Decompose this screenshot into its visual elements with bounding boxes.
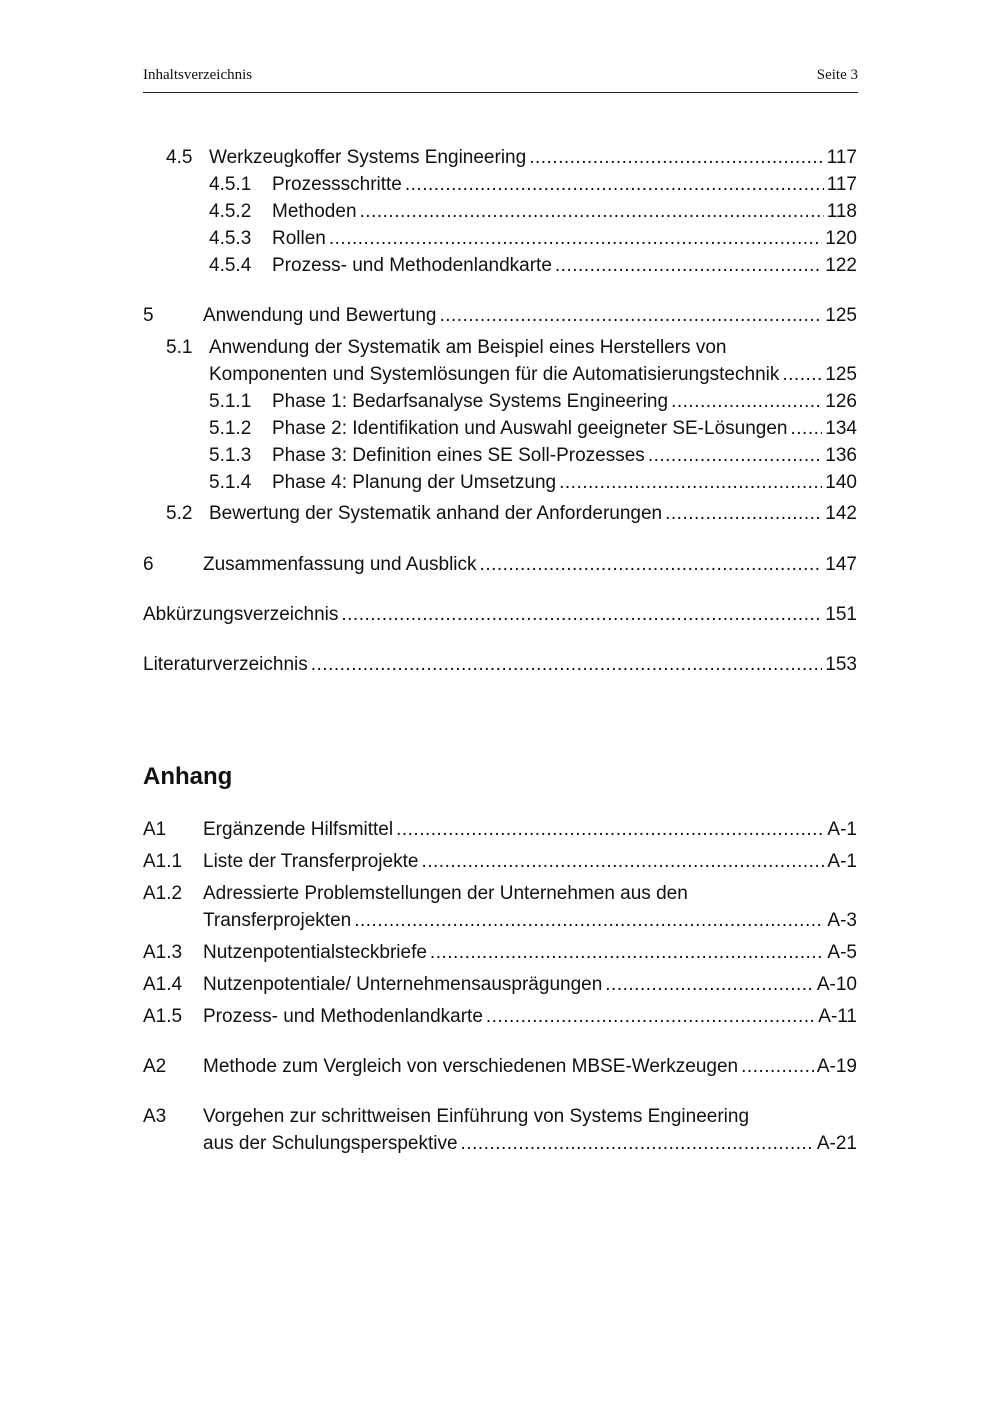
entry-title: Nutzenpotentiale/ Unternehmensausprägungen [203,974,603,995]
toc-entry[interactable] [143,304,857,328]
appendix-entry[interactable] [143,1105,857,1129]
toc-entry[interactable] [166,336,857,360]
entry-page-number: A-1 [827,819,857,840]
entry-page-number: 125 [825,364,857,385]
dot-leader [329,227,822,251]
entry-page-number: A-10 [816,974,857,995]
dot-leader [605,973,814,997]
dot-leader [405,173,824,197]
toc-entry[interactable] [209,444,857,468]
entry-page-number: A-1 [827,851,857,872]
entry-number: 4.5 [166,147,193,168]
entry-page-number: 147 [825,554,857,575]
entry-number: 5.1.1 [209,391,252,412]
entry-title: Methode zum Vergleich von verschiedenen MBSE-Werkzeugen [203,1056,739,1077]
entry-page-number: A-11 [818,1006,857,1027]
dot-leader [439,304,822,328]
toc-entry[interactable] [166,146,857,170]
dot-leader [790,417,822,441]
entry-title: Vorgehen zur schrittweisen Einführung von Systems Engineering [203,1106,750,1127]
dot-leader [354,909,824,933]
toc-entry[interactable] [209,471,857,495]
dot-leader [555,254,822,278]
toc-entry[interactable] [209,417,857,441]
dot-leader [341,603,822,627]
dot-leader [486,1005,815,1029]
dot-leader [741,1055,814,1079]
entry-title: Anwendung der Systematik am Beispiel eines Herstellers von [209,337,727,358]
entry-page-number: 153 [825,654,857,675]
appendix-entry[interactable] [143,1055,857,1079]
entry-title: Anwendung und Bewertung [203,305,437,326]
dot-leader [396,818,824,842]
entry-number: 5.1 [166,337,193,358]
toc-entry[interactable] [143,603,857,627]
entry-title: Prozess- und Methodenlandkarte [272,255,552,276]
appendix-entry[interactable] [143,818,857,842]
entry-number: 4.5.4 [209,255,252,276]
entry-number: 6 [143,554,154,575]
appendix-heading: Anhang [143,763,233,790]
entry-page-number: 126 [825,391,857,412]
toc-entry[interactable] [209,227,857,251]
dot-leader [648,444,822,468]
entry-number: 4.5.2 [209,201,252,222]
entry-page-number: 136 [825,445,857,466]
entry-page-number: A-5 [827,942,857,963]
toc-entry[interactable] [209,173,857,197]
appendix-entry[interactable] [143,941,857,965]
entry-number: A1 [143,819,167,840]
entry-number: A3 [143,1106,167,1127]
entry-title: Abkürzungsverzeichnis [143,604,339,625]
entry-title: Transferprojekten [203,910,352,931]
appendix-entry[interactable] [203,1132,857,1156]
dot-leader [421,850,824,874]
toc-entry[interactable] [209,254,857,278]
entry-number: 5 [143,305,154,326]
entry-title: Liste der Transferprojekte [203,851,419,872]
appendix-entry[interactable] [143,1005,857,1029]
toc-entry[interactable] [166,502,857,526]
entry-title: Werkzeugkoffer Systems Engineering [209,147,527,168]
entry-title: Komponenten und Systemlösungen für die Automatisierungstechnik [209,364,780,385]
dot-leader [782,363,822,387]
entry-page-number: 122 [825,255,857,276]
dot-leader [671,390,822,414]
toc-entry[interactable] [143,653,857,677]
dot-leader [461,1132,814,1156]
entry-title: Phase 4: Planung der Umsetzung [272,472,557,493]
entry-title: Phase 2: Identifikation und Auswahl geeigneter SE-Lösungen [272,418,788,439]
entry-title: Phase 3: Definition eines SE Soll-Prozesses [272,445,645,466]
dot-leader [665,502,822,526]
entry-page-number: 142 [825,503,857,524]
appendix-entry[interactable] [143,882,857,906]
header-page-number: Seite 3 [816,67,858,83]
entry-title: Rollen [272,228,326,249]
entry-title: Prozessschritte [272,174,402,195]
entry-title: Nutzenpotentialsteckbriefe [203,942,427,963]
dot-leader [360,200,824,224]
entry-number: A2 [143,1056,167,1077]
dot-leader [311,653,823,677]
entry-page-number: 117 [826,147,857,168]
entry-title: Ergänzende Hilfsmittel [203,819,394,840]
entry-number: A1.5 [143,1006,183,1027]
entry-number: 5.2 [166,503,193,524]
entry-number: A1.1 [143,851,183,872]
toc-entry[interactable] [209,390,857,414]
toc-entry[interactable] [143,553,857,577]
entry-page-number: 134 [825,418,857,439]
header-title: Inhaltsverzeichnis [143,67,253,83]
entry-number: 4.5.3 [209,228,252,249]
dot-leader [529,146,824,170]
entry-number: 5.1.3 [209,445,252,466]
entry-title: aus der Schulungsperspektive [203,1133,458,1154]
entry-number: A1.3 [143,942,183,963]
dot-leader [480,553,823,577]
entry-page-number: 151 [825,604,857,625]
entry-title: Zusammenfassung und Ausblick [203,554,477,575]
entry-page-number: 117 [826,174,857,195]
entry-title: Literaturverzeichnis [143,654,308,675]
appendix-entry[interactable] [143,973,857,997]
entry-title: Methoden [272,201,357,222]
entry-number: 5.1.2 [209,418,252,439]
entry-title: Prozess- und Methodenlandkarte [203,1006,483,1027]
dot-leader [559,471,822,495]
entry-title: Phase 1: Bedarfsanalyse Systems Engineering [272,391,669,412]
appendix-entry[interactable] [203,909,857,933]
entry-number: A1.4 [143,974,183,995]
entry-page-number: 120 [825,228,857,249]
entry-page-number: 118 [826,201,857,222]
entry-page-number: A-3 [827,910,857,931]
entry-page-number: 125 [825,305,857,326]
dot-leader [430,941,825,965]
entry-page-number: A-21 [816,1133,857,1154]
entry-title: Bewertung der Systematik anhand der Anforderungen [209,503,663,524]
page-header [143,66,858,93]
appendix-entry[interactable] [143,850,857,874]
toc-entry[interactable] [209,200,857,224]
entry-number: 4.5.1 [209,174,252,195]
entry-title: Adressierte Problemstellungen der Unternehmen aus den [203,883,688,904]
entry-page-number: 140 [825,472,857,493]
entry-number: 5.1.4 [209,472,252,493]
entry-page-number: A-19 [816,1056,857,1077]
entry-number: A1.2 [143,883,183,904]
toc-entry[interactable] [209,363,857,387]
